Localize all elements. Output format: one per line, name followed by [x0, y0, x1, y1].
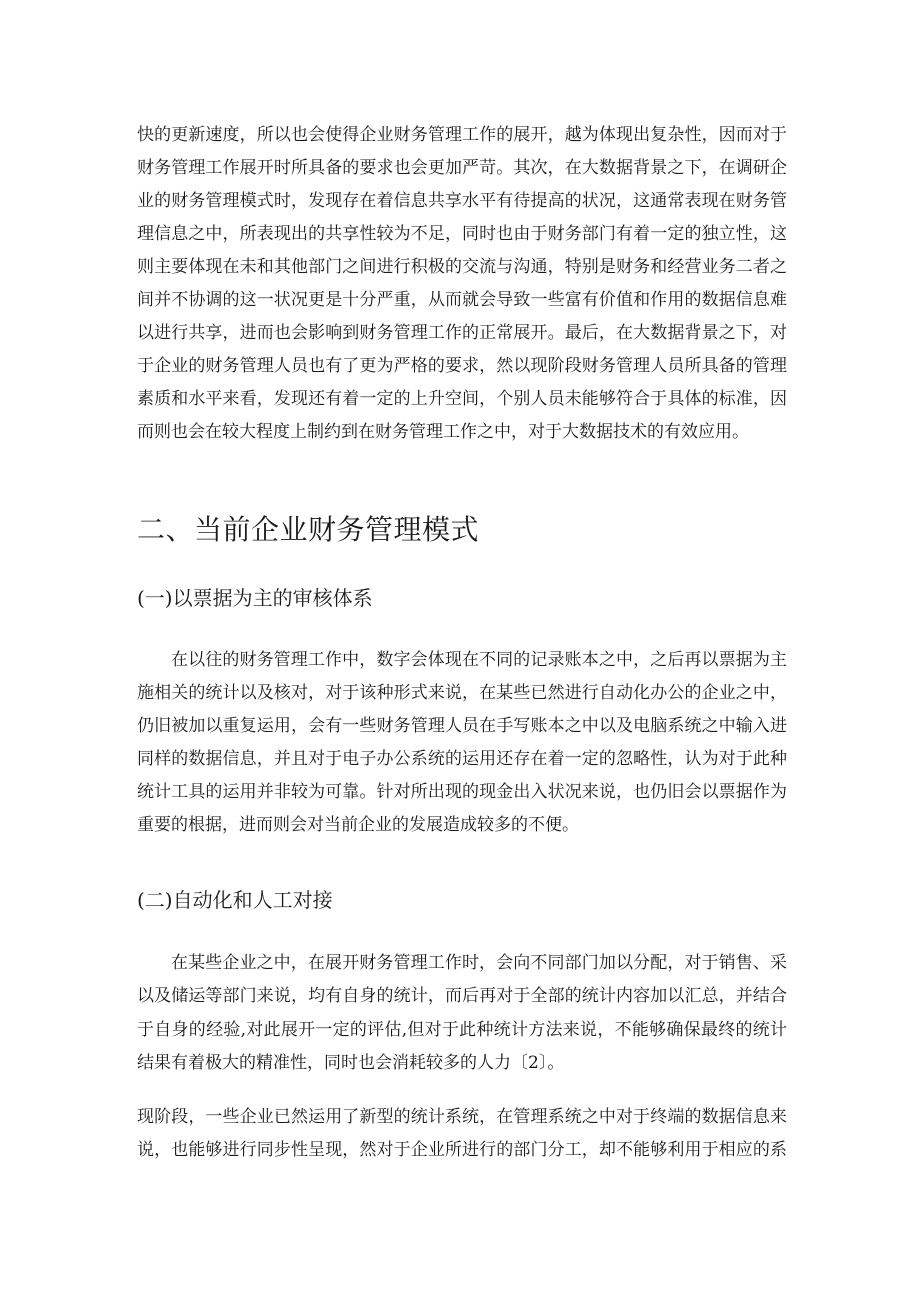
body-line: 而则也会在较大程度上制约到在财务管理工作之中，对于大数据技术的有效应用。: [137, 422, 749, 442]
body-line: 在以往的财务管理工作中，数字会体现在不同的记录账本之中，之后再以票据为主: [171, 650, 787, 670]
body-line: 素质和水平来看，发现还有着一定的上升空间，个别人员未能够符合于具体的标准，因: [137, 389, 787, 409]
body-line: 以及储运等部门来说，均有自身的统计，而后再对于全部的统计内容加以汇总，并结合: [137, 986, 787, 1006]
subsection-heading: (二)自动化和人工对接: [137, 888, 333, 912]
body-line: 仍旧被加以重复运用，会有一些财务管理人员在手写账本之中以及电脑系统之中输入进: [137, 716, 787, 736]
subsection-heading: (一)以票据为主的审核体系: [137, 586, 373, 610]
body-line: 则主要体现在未和其他部门之间进行积极的交流与沟通，特别是财务和经营业务二者之: [137, 257, 787, 277]
body-line: 结果有着极大的精准性，同时也会消耗较多的人力〔2〕。: [137, 1053, 565, 1073]
body-line: 统计工具的运用并非较为可靠。针对所出现的现金出入状况来说，也仍旧会以票据作为: [137, 782, 787, 802]
body-line: 施相关的统计以及核对，对于该种形式来说，在某些已然进行自动化办公的企业之中，: [137, 683, 787, 703]
body-line: 财务管理工作展开时所具备的要求也会更加严苛。其次，在大数据背景之下，在调研企: [137, 158, 787, 178]
body-line: 理信息之中，所表现出的共享性较为不足，同时也由于财务部门有着一定的独立性，这: [137, 224, 787, 244]
body-line: 快的更新速度，所以也会使得企业财务管理工作的展开，越为体现出复杂性，因而对于: [137, 125, 787, 145]
body-line: 业的财务管理模式时，发现存在着信息共享水平有待提高的状况，这通常表现在财务管: [137, 191, 787, 211]
body-line: 于企业的财务管理人员也有了更为严格的要求，然以现阶段财务管理人员所具备的管理: [137, 356, 787, 376]
body-line: 于自身的经验,对此展开一定的评估,但对于此种统计方法来说，不能够确保最终的统计: [137, 1020, 787, 1040]
body-line: 现阶段，一些企业已然运用了新型的统计系统，在管理系统之中对于终端的数据信息来: [137, 1107, 787, 1127]
body-line: 间并不协调的这一状况更是十分严重，从而就会导致一些富有价值和作用的数据信息难: [137, 290, 787, 310]
body-line: 同样的数据信息，并且对于电子办公系统的运用还存在着一定的忽略性，认为对于此种: [137, 749, 787, 769]
body-line: 在某些企业之中，在展开财务管理工作时，会向不同部门加以分配，对于销售、采: [171, 953, 787, 973]
section-heading: 二、当前企业财务管理模式: [137, 513, 480, 546]
body-line: 说，也能够进行同步性呈现，然对于企业所进行的部门分工，却不能够利用于相应的系: [137, 1140, 787, 1160]
body-line: 重要的根据，进而则会对当前企业的发展造成较多的不便。: [137, 815, 579, 835]
body-line: 以进行共享，进而也会影响到财务管理工作的正常展开。最后，在大数据背景之下，对: [137, 323, 787, 343]
